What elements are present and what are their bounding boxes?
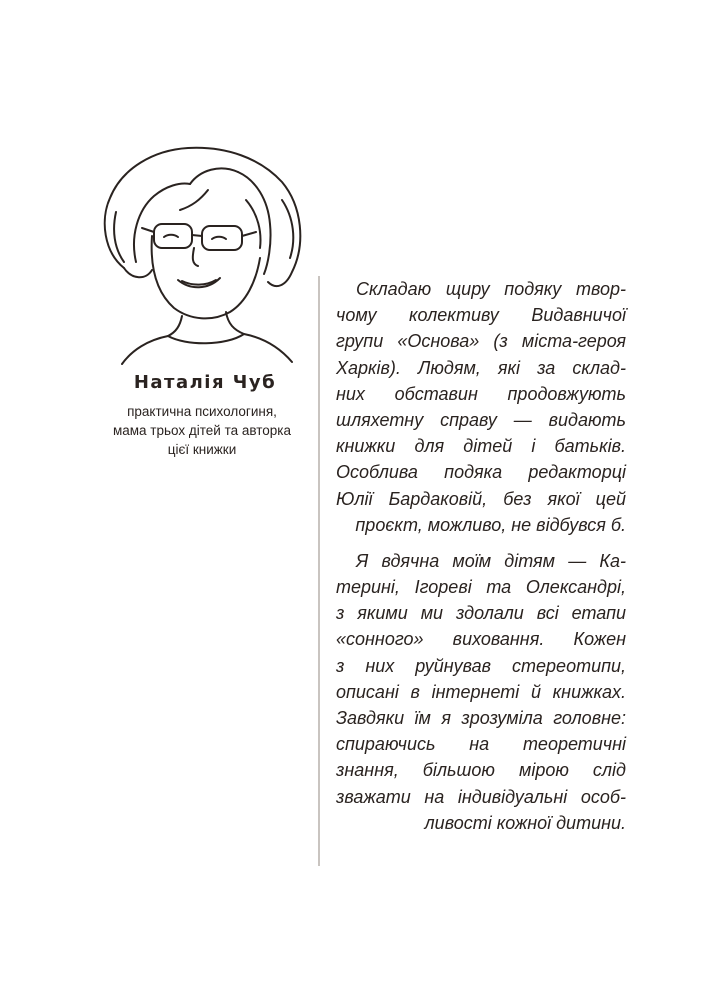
author-bio-line: практична психологиня, bbox=[127, 404, 277, 419]
text-line: Складаю щиру подяку твор- bbox=[356, 279, 626, 299]
author-bio-line: цієї книжки bbox=[167, 442, 237, 457]
vertical-divider bbox=[318, 276, 320, 866]
text-line: чому колективу Видавничої bbox=[336, 305, 626, 326]
acknowledgement-text bbox=[336, 276, 626, 836]
text-line: Юлії Бардаковій, без якої цей bbox=[336, 488, 626, 509]
text-line: книжки для дітей і батьків. bbox=[336, 436, 626, 457]
text-line: Я вдячна моїм дітям — Ка- bbox=[356, 550, 626, 571]
acknowledgement-paragraph-1 bbox=[336, 276, 626, 538]
text-line: шляхетну справу — видають bbox=[336, 409, 626, 430]
author-portrait bbox=[96, 140, 312, 376]
author-bio-line: мама трьох дітей та авторка bbox=[112, 423, 292, 438]
author-bio bbox=[82, 402, 322, 459]
text-line: «сонного» виховання. Кожен bbox=[336, 629, 626, 650]
text-line: ливості кожної дитини. bbox=[424, 812, 626, 833]
text-line: групи «Основа» (з міста-героя bbox=[336, 331, 626, 352]
paragraph-gap bbox=[336, 538, 626, 548]
text-line: спираючись на теоретичні bbox=[336, 734, 626, 755]
text-line: з якими ми здолали всі етапи bbox=[336, 603, 626, 624]
text-line: з них руйнував стереотипи, bbox=[336, 655, 626, 676]
acknowledgement-paragraph-2 bbox=[336, 548, 626, 836]
text-line: знання, більшою мірою слід bbox=[336, 760, 626, 781]
text-line: Завдяки їм я зрозуміла головне: bbox=[336, 708, 626, 728]
text-line: терині, Ігореві та Олександрі, bbox=[336, 577, 626, 598]
text-line: проєкт, можливо, не відбувся б. bbox=[355, 514, 626, 535]
text-line: Харків). Людям, які за склад- bbox=[336, 357, 626, 378]
text-line: них обставин продовжують bbox=[336, 383, 626, 404]
text-line: описані в інтернеті й книжках. bbox=[336, 681, 626, 702]
text-line: Особлива подяка редакторці bbox=[336, 462, 626, 483]
author-name: Наталія Чуб bbox=[133, 372, 277, 393]
text-line: зважати на індивідуальні особ- bbox=[336, 786, 626, 807]
